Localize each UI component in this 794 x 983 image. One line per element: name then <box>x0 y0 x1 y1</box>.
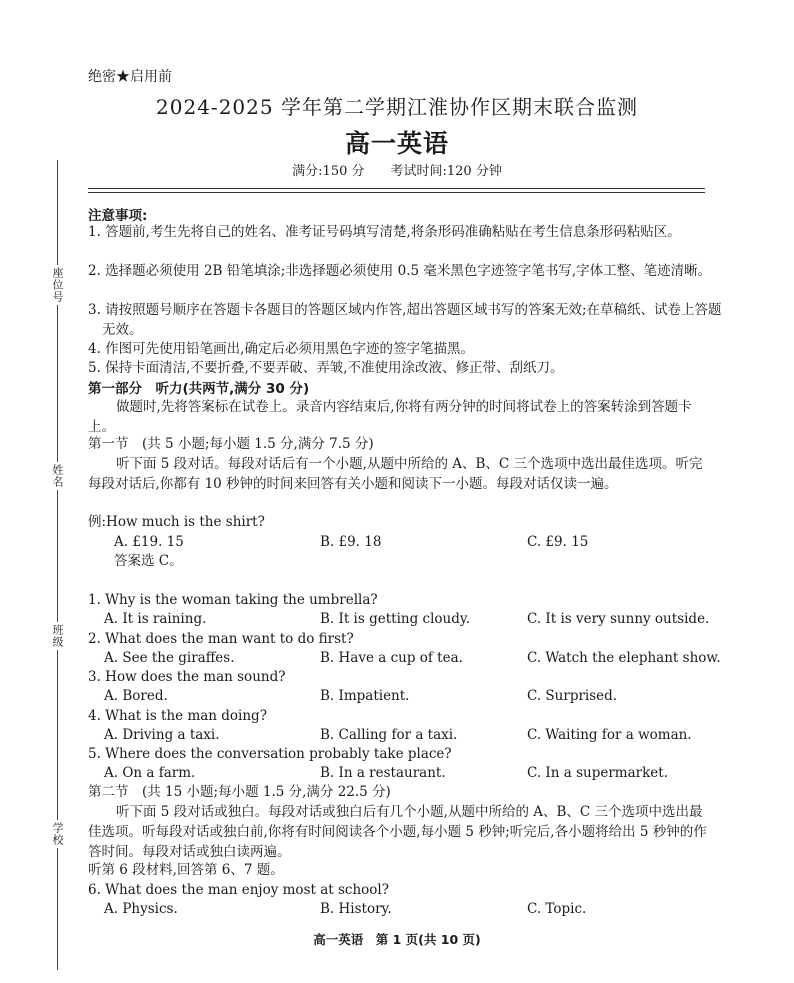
question-1: 1. Why is the woman taking the umbrella? <box>88 592 378 608</box>
q3-option-b: B. Impatient. <box>320 688 410 704</box>
secret-mark: 绝密★启用前 <box>88 69 172 85</box>
note-item: 3. 请按照题号顺序在答题卡各题目的答题区域内作答,超出答题区域书写的答案无效;在草稿纸、试卷上答题无效。 <box>88 302 722 338</box>
q2-option-b: B. Have a cup of tea. <box>320 650 463 666</box>
header-rule-top <box>88 188 705 189</box>
material-note: 听第 6 段材料,回答第 6、7 题。 <box>88 862 284 878</box>
exam-title: 2024-2025 学年第二学期江淮协作区期末联合监测 <box>156 95 638 119</box>
school-label: 学校 <box>51 822 64 846</box>
q5-option-c: C. In a supermarket. <box>527 765 668 781</box>
example-answer: 答案选 C。 <box>114 553 183 569</box>
q6-option-b: B. History. <box>320 901 392 917</box>
part1-intro: 做题时,先将答案标在试卷上。录音内容结束后,你将有两分钟的时间将试卷上的答案转涂到答题卡上。 <box>88 399 692 435</box>
example-option-c: C. £9. 15 <box>527 534 589 550</box>
seat-number-label: 座位号 <box>51 267 64 303</box>
subject-title: 高一英语 <box>344 129 449 158</box>
note-item: 2. 选择题必须使用 2B 铅笔填涂;非选择题必须使用 0.5 毫米黑色字迹签字笔书写,字体工整、笔迹清晰。 <box>88 263 712 279</box>
note-item: 1. 答题前,考生先将自己的姓名、准考证号码填写清楚,将条形码准确粘贴在考生信息条形码粘贴区。 <box>88 224 681 240</box>
q4-option-a: A. Driving a taxi. <box>104 727 220 743</box>
question-5: 5. Where does the conversation probably take place? <box>88 746 452 762</box>
q3-option-a: A. Bored. <box>104 688 168 704</box>
q4-option-b: B. Calling for a taxi. <box>320 727 458 743</box>
q6-option-a: A. Physics. <box>104 901 178 917</box>
example-option-b: B. £9. 18 <box>320 534 382 550</box>
page-footer: 高一英语 第 1 页(共 10 页) <box>313 932 481 947</box>
q1-option-a: A. It is raining. <box>104 611 207 627</box>
section1-instructions: 听下面 5 段对话。每段对话后有一个小题,从题中所给的 A、B、C 三个选项中选出最佳选项。听完每段对话后,你都有 10 秒钟的时间来回答有关小题和阅读下一小题。每段对话仅读一遍。 <box>88 456 703 492</box>
q1-option-c: C. It is very sunny outside. <box>527 611 710 627</box>
example-option-a: A. £19. 15 <box>114 534 184 550</box>
note-item: 4. 作图可先使用铅笔画出,确定后必须用黑色字迹的签字笔描黑。 <box>88 341 474 357</box>
q3-option-c: C. Surprised. <box>527 688 618 704</box>
q1-option-b: B. It is getting cloudy. <box>320 611 470 627</box>
q4-option-c: C. Waiting for a woman. <box>527 727 692 743</box>
notes-heading: 注意事项: <box>88 208 148 224</box>
question-6: 6. What does the man enjoy most at school? <box>88 882 389 898</box>
section2-instructions: 听下面 5 段对话或独白。每段对话或独白后有几个小题,从题中所给的 A、B、C 三个选项中选出最佳选项。听每段对话或独白前,你将有时间阅读各个小题,每小题 5 秒钟;听完后,各小题将给出 5 秒钟的作答时间。每段对话或独白读两遍。 <box>88 804 707 860</box>
question-2: 2. What does the man want to do first? <box>88 631 354 647</box>
q2-option-a: A. See the giraffes. <box>104 650 235 666</box>
q2-option-c: C. Watch the elephant show. <box>527 650 721 666</box>
exam-meta: 满分:150 分 考试时间:120 分钟 <box>292 164 502 179</box>
section1-heading: 第一节 (共 5 小题;每小题 1.5 分,满分 7.5 分) <box>88 436 374 452</box>
q6-option-c: C. Topic. <box>527 901 587 917</box>
header-rule-bottom <box>88 192 705 193</box>
q5-option-a: A. On a farm. <box>104 765 196 781</box>
example-question: 例:How much is the shirt? <box>88 514 265 530</box>
class-label: 班级 <box>51 624 64 648</box>
section2-heading: 第二节 (共 15 小题;每小题 1.5 分,满分 22.5 分) <box>88 784 391 800</box>
question-4: 4. What is the man doing? <box>88 708 267 724</box>
question-3: 3. How does the man sound? <box>88 669 286 685</box>
q5-option-b: B. In a restaurant. <box>320 765 446 781</box>
part1-heading: 第一部分 听力(共两节,满分 30 分) <box>88 381 310 397</box>
note-item: 5. 保持卡面清洁,不要折叠,不要弄破、弄皱,不准使用涂改液、修正带、刮纸刀。 <box>88 360 564 376</box>
name-label: 姓名 <box>51 464 64 488</box>
